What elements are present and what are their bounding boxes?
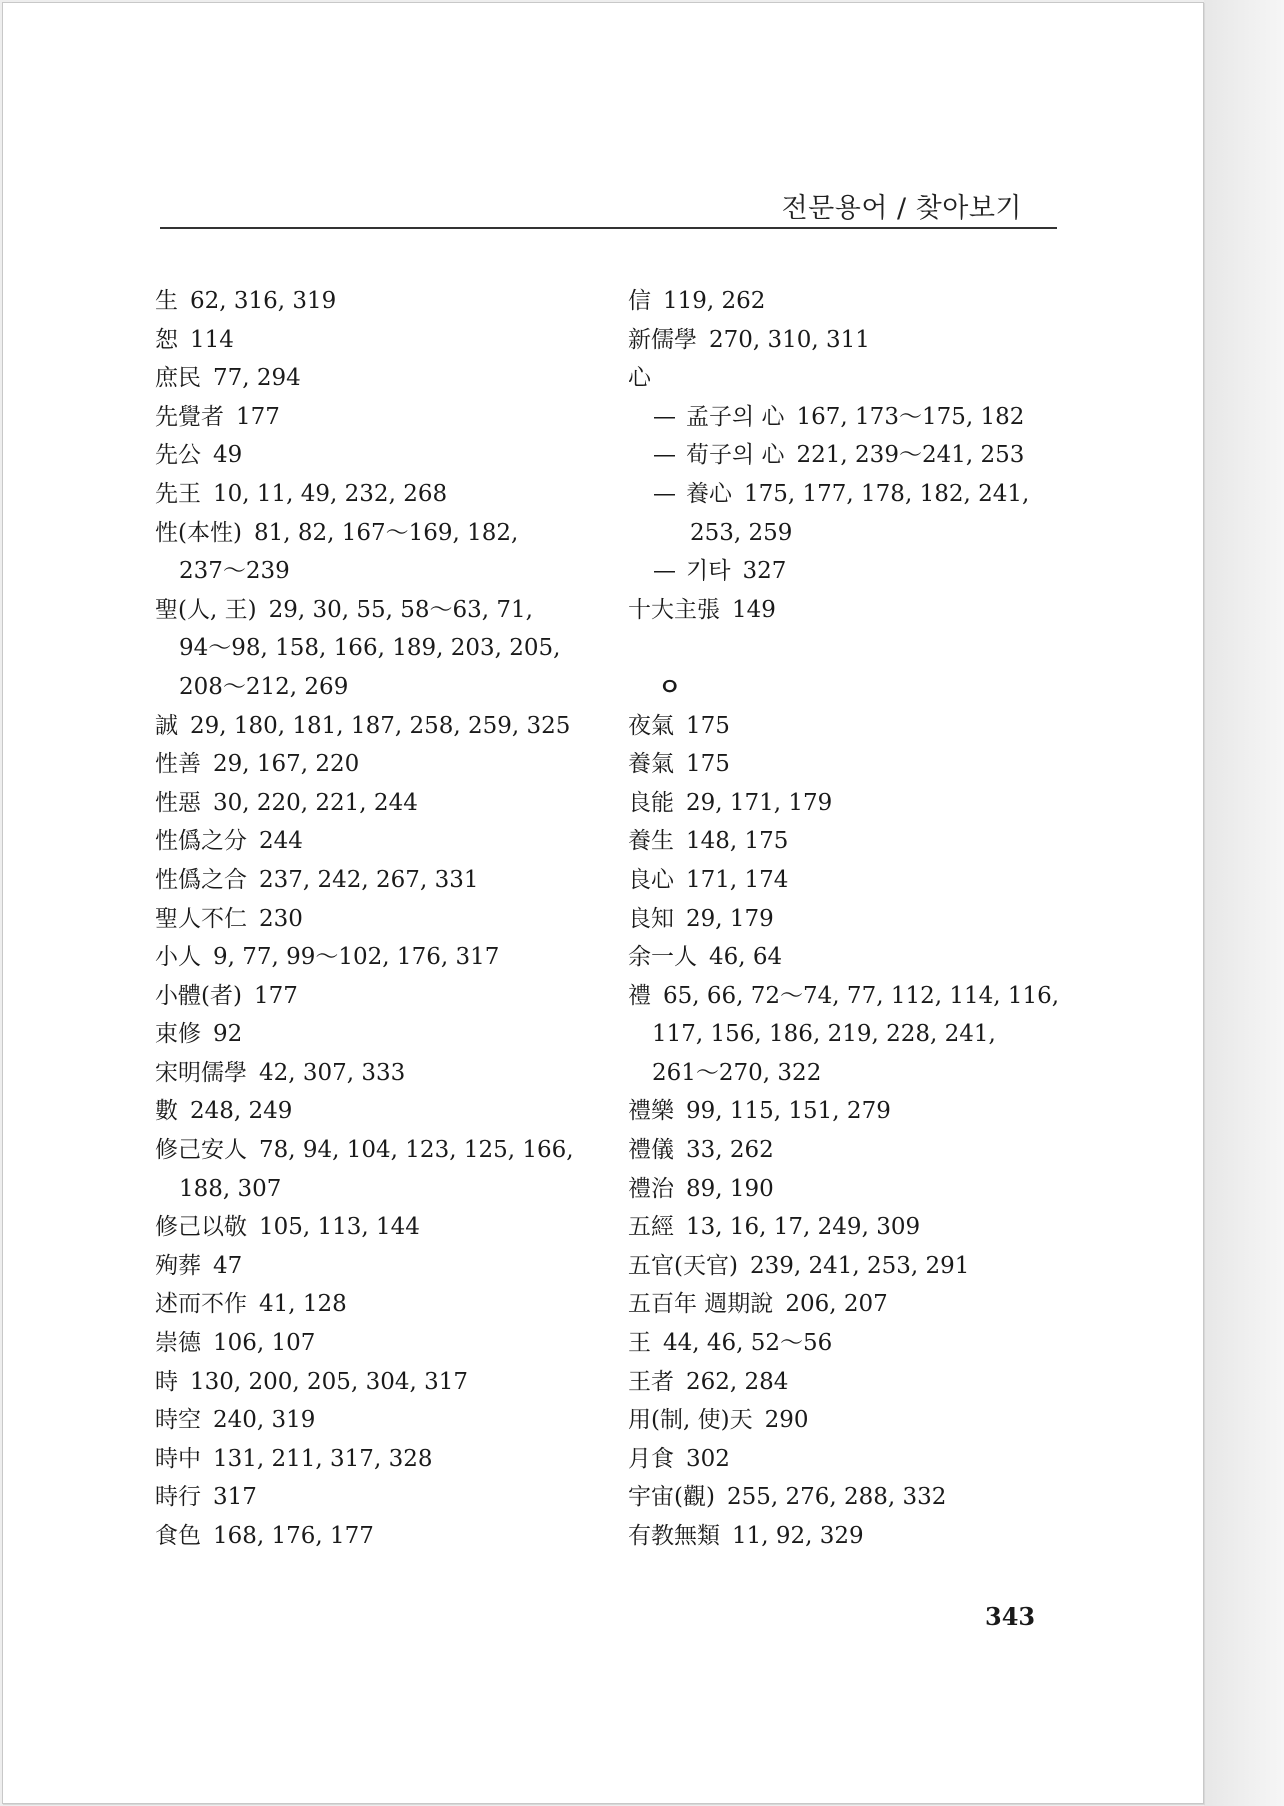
index-entry bbox=[628, 1015, 1068, 1054]
index-term: 五官(天官) bbox=[628, 1252, 738, 1279]
index-pages: 237, 242, 267, 331 bbox=[259, 866, 479, 893]
index-entry bbox=[155, 707, 595, 746]
index-pages: 240, 319 bbox=[213, 1407, 316, 1434]
sub-entry-dash: — bbox=[653, 558, 676, 585]
index-pages: 175 bbox=[686, 712, 730, 739]
index-term: 余一人 bbox=[628, 944, 697, 971]
index-pages: 149 bbox=[732, 596, 776, 623]
section-letter: ㅇ bbox=[658, 672, 682, 701]
index-term: 宋明儒學 bbox=[155, 1059, 247, 1086]
index-term: 束修 bbox=[155, 1021, 201, 1048]
index-term: 夜氣 bbox=[628, 712, 674, 739]
index-entry bbox=[155, 1131, 595, 1170]
index-entry bbox=[155, 1054, 595, 1093]
index-term: 王者 bbox=[628, 1368, 674, 1395]
index-entry bbox=[628, 668, 1068, 707]
index-pages: 106, 107 bbox=[213, 1330, 316, 1357]
index-entry bbox=[155, 900, 595, 939]
index-term: 小體(者) bbox=[155, 982, 242, 1009]
index-term: 聖(人, 王) bbox=[155, 596, 257, 623]
index-entry bbox=[628, 1285, 1068, 1324]
index-pages: 148, 175 bbox=[686, 828, 789, 855]
index-entry bbox=[155, 591, 595, 630]
index-term: 月食 bbox=[628, 1445, 674, 1472]
index-entry bbox=[155, 1015, 595, 1054]
index-pages: 208～212, 269 bbox=[179, 673, 349, 700]
index-pages: 290 bbox=[764, 1407, 809, 1434]
index-entry bbox=[155, 1517, 595, 1556]
index-pages: 29, 180, 181, 187, 258, 259, 325 bbox=[190, 712, 571, 739]
index-entry bbox=[628, 1324, 1068, 1363]
index-pages: 114 bbox=[190, 326, 234, 353]
index-pages: 168, 176, 177 bbox=[213, 1523, 374, 1549]
index-term: 時 bbox=[155, 1368, 178, 1395]
index-term: 有教無類 bbox=[628, 1523, 720, 1549]
index-term: 性僞之合 bbox=[155, 866, 247, 893]
index-pages: 49 bbox=[213, 442, 243, 469]
index-pages: 11, 92, 329 bbox=[732, 1523, 864, 1549]
index-entry bbox=[155, 1092, 595, 1131]
index-entry bbox=[155, 1440, 595, 1479]
index-entry bbox=[628, 1517, 1068, 1556]
index-pages: 255, 276, 288, 332 bbox=[726, 1484, 947, 1511]
index-pages: 248, 249 bbox=[190, 1098, 293, 1125]
index-term: 食色 bbox=[155, 1523, 201, 1549]
index-pages: 29, 179 bbox=[686, 905, 774, 932]
index-entry bbox=[155, 1478, 595, 1517]
index-entry bbox=[628, 1401, 1068, 1440]
index-entry bbox=[628, 938, 1068, 977]
index-entry bbox=[155, 1285, 595, 1324]
index-entry bbox=[155, 321, 595, 360]
index-pages: 9, 77, 99～102, 176, 317 bbox=[213, 944, 500, 971]
index-term: 小人 bbox=[155, 944, 201, 971]
index-pages: 131, 211, 317, 328 bbox=[213, 1445, 433, 1472]
index-entry bbox=[155, 938, 595, 977]
index-pages: 44, 46, 52～56 bbox=[663, 1330, 833, 1357]
index-entry bbox=[628, 822, 1068, 861]
index-entry bbox=[628, 707, 1068, 746]
index-term: 述而不作 bbox=[155, 1291, 247, 1318]
index-term: 信 bbox=[628, 288, 651, 314]
page-number: 343 bbox=[985, 1602, 1036, 1631]
index-term: 先覺者 bbox=[155, 403, 224, 430]
index-pages: 270, 310, 311 bbox=[709, 326, 870, 353]
index-entry bbox=[628, 514, 1068, 553]
index-pages: 177 bbox=[236, 403, 280, 430]
index-entry bbox=[155, 1247, 595, 1286]
index-term: 先公 bbox=[155, 442, 201, 469]
index-entry bbox=[628, 1478, 1068, 1517]
index-term: 新儒學 bbox=[628, 326, 697, 353]
index-term: 修己以敬 bbox=[155, 1214, 247, 1241]
index-term: 禮治 bbox=[628, 1175, 674, 1202]
index-term: 性善 bbox=[155, 751, 201, 778]
sub-entry-dash: — bbox=[653, 442, 676, 469]
index-entry bbox=[628, 1054, 1068, 1093]
index-term: 禮儀 bbox=[628, 1137, 674, 1164]
index-term: 五經 bbox=[628, 1214, 674, 1241]
index-pages: 237～239 bbox=[179, 558, 290, 585]
index-entry bbox=[628, 1247, 1068, 1286]
index-term: 庶民 bbox=[155, 365, 201, 392]
sub-entry-dash: — bbox=[653, 480, 676, 507]
running-header-title: 전문용어 / 찾아보기 bbox=[781, 193, 1022, 224]
index-pages: 29, 171, 179 bbox=[686, 789, 833, 816]
index-pages: 221, 239～241, 253 bbox=[796, 442, 1025, 469]
index-pages: 239, 241, 253, 291 bbox=[749, 1252, 970, 1279]
index-term: 修己安人 bbox=[155, 1137, 247, 1164]
index-pages: 188, 307 bbox=[179, 1175, 282, 1202]
index-entry bbox=[155, 282, 595, 321]
header-rule bbox=[160, 227, 1057, 229]
index-pages: 41, 128 bbox=[259, 1291, 347, 1318]
sub-entry-dash: — bbox=[653, 403, 676, 430]
index-term: 養氣 bbox=[628, 751, 674, 778]
index-entry bbox=[155, 514, 595, 553]
index-entry bbox=[155, 629, 595, 668]
index-entry bbox=[628, 900, 1068, 939]
index-entry bbox=[628, 591, 1068, 630]
index-term: 孟子의 心 bbox=[686, 403, 785, 430]
index-pages: 230 bbox=[259, 905, 303, 932]
index-pages: 47 bbox=[213, 1252, 243, 1279]
index-term: 恕 bbox=[155, 326, 178, 353]
page-edge-shadow bbox=[1204, 0, 1284, 1806]
index-pages: 81, 82, 167～169, 182, bbox=[253, 519, 519, 546]
index-term: 心 bbox=[628, 365, 651, 392]
index-term: 數 bbox=[155, 1098, 178, 1125]
index-entry bbox=[628, 475, 1068, 514]
index-pages: 171, 174 bbox=[686, 866, 789, 893]
index-term: 養生 bbox=[628, 828, 674, 855]
index-entry bbox=[628, 1170, 1068, 1209]
index-entry bbox=[628, 398, 1068, 437]
index-pages: 302 bbox=[686, 1445, 730, 1472]
index-term: 王 bbox=[628, 1330, 651, 1357]
index-pages: 177 bbox=[253, 982, 298, 1009]
index-pages: 175 bbox=[686, 751, 730, 778]
index-entry bbox=[628, 321, 1068, 360]
index-term: 時行 bbox=[155, 1484, 201, 1511]
index-entry bbox=[155, 1363, 595, 1402]
index-pages: 130, 200, 205, 304, 317 bbox=[190, 1368, 468, 1395]
index-entry bbox=[628, 1363, 1068, 1402]
index-entry bbox=[155, 822, 595, 861]
index-pages: 78, 94, 104, 123, 125, 166, bbox=[259, 1137, 574, 1164]
index-term: 殉葬 bbox=[155, 1252, 201, 1279]
index-pages: 244 bbox=[259, 828, 303, 855]
index-pages: 92 bbox=[213, 1021, 243, 1048]
index-entry bbox=[628, 977, 1068, 1016]
index-term: 生 bbox=[155, 288, 178, 314]
index-term: 宇宙(觀) bbox=[628, 1484, 715, 1511]
index-pages: 105, 113, 144 bbox=[259, 1214, 420, 1241]
index-entry bbox=[628, 1440, 1068, 1479]
index-pages: 117, 156, 186, 219, 228, 241, bbox=[652, 1021, 996, 1048]
index-term: 禮樂 bbox=[628, 1098, 674, 1125]
index-term: 五百年 週期說 bbox=[628, 1291, 774, 1318]
index-term: 性(本性) bbox=[155, 519, 242, 546]
index-pages: 13, 16, 17, 249, 309 bbox=[686, 1214, 921, 1241]
index-pages: 327 bbox=[742, 558, 787, 585]
index-entry bbox=[155, 359, 595, 398]
index-entry bbox=[155, 1324, 595, 1363]
index-entry bbox=[155, 668, 595, 707]
index-term: 性惡 bbox=[155, 789, 201, 816]
index-entry bbox=[155, 436, 595, 475]
index-pages: 42, 307, 333 bbox=[259, 1059, 406, 1086]
index-pages: 33, 262 bbox=[686, 1137, 774, 1164]
index-term: 기타 bbox=[686, 558, 731, 585]
index-entry bbox=[628, 1092, 1068, 1131]
index-entry bbox=[628, 1131, 1068, 1170]
index-term: 良知 bbox=[628, 905, 674, 932]
index-pages: 94～98, 158, 166, 189, 203, 205, bbox=[179, 635, 561, 662]
index-pages: 261～270, 322 bbox=[652, 1059, 822, 1086]
index-pages: 89, 190 bbox=[686, 1175, 774, 1202]
index-pages: 99, 115, 151, 279 bbox=[686, 1098, 891, 1125]
index-pages: 30, 220, 221, 244 bbox=[213, 789, 418, 816]
index-term: 時中 bbox=[155, 1445, 201, 1472]
index-column-right bbox=[628, 282, 1068, 1556]
index-term: 用(制, 使)天 bbox=[628, 1407, 753, 1434]
index-entry bbox=[628, 784, 1068, 823]
index-entry bbox=[628, 359, 1068, 398]
index-term: 養心 bbox=[686, 480, 732, 507]
index-entry bbox=[628, 1208, 1068, 1247]
index-entry bbox=[155, 1170, 595, 1209]
index-term: 良心 bbox=[628, 866, 674, 893]
index-pages: 62, 316, 319 bbox=[190, 288, 337, 314]
index-entry bbox=[155, 552, 595, 591]
index-pages: 46, 64 bbox=[709, 944, 783, 971]
index-pages: 119, 262 bbox=[663, 288, 766, 314]
index-entry bbox=[155, 1208, 595, 1247]
index-term: 時空 bbox=[155, 1407, 201, 1434]
index-term: 誠 bbox=[155, 712, 178, 739]
index-pages: 65, 66, 72～74, 77, 112, 114, 116, bbox=[663, 982, 1060, 1009]
index-term: 十大主張 bbox=[628, 596, 720, 623]
index-pages: 29, 30, 55, 58～63, 71, bbox=[268, 596, 533, 623]
index-pages: 29, 167, 220 bbox=[213, 751, 360, 778]
index-pages: 175, 177, 178, 182, 241, bbox=[744, 480, 1030, 507]
index-pages: 253, 259 bbox=[690, 519, 793, 546]
index-term: 先王 bbox=[155, 480, 201, 507]
index-entry bbox=[628, 861, 1068, 900]
index-entry bbox=[628, 629, 1068, 668]
index-entry bbox=[155, 784, 595, 823]
index-entry bbox=[155, 977, 595, 1016]
index-entry bbox=[155, 1401, 595, 1440]
index-term: 崇德 bbox=[155, 1330, 201, 1357]
index-term: 良能 bbox=[628, 789, 674, 816]
index-pages: 77, 294 bbox=[213, 365, 301, 392]
index-entry bbox=[628, 436, 1068, 475]
index-term: 荀子의 心 bbox=[686, 442, 785, 469]
index-term: 禮 bbox=[628, 982, 651, 1009]
index-pages: 262, 284 bbox=[686, 1368, 789, 1395]
index-entry bbox=[628, 745, 1068, 784]
index-entry bbox=[628, 282, 1068, 321]
index-term: 性僞之分 bbox=[155, 828, 247, 855]
index-entry bbox=[155, 861, 595, 900]
index-entry bbox=[155, 475, 595, 514]
index-column-left bbox=[155, 282, 595, 1556]
index-pages: 206, 207 bbox=[785, 1291, 888, 1318]
index-pages: 10, 11, 49, 232, 268 bbox=[213, 480, 448, 507]
index-pages: 167, 173～175, 182 bbox=[796, 403, 1025, 430]
index-term: 聖人不仁 bbox=[155, 905, 247, 932]
index-entry bbox=[628, 552, 1068, 591]
index-pages: 317 bbox=[213, 1484, 257, 1511]
index-entry bbox=[155, 398, 595, 437]
index-entry bbox=[155, 745, 595, 784]
